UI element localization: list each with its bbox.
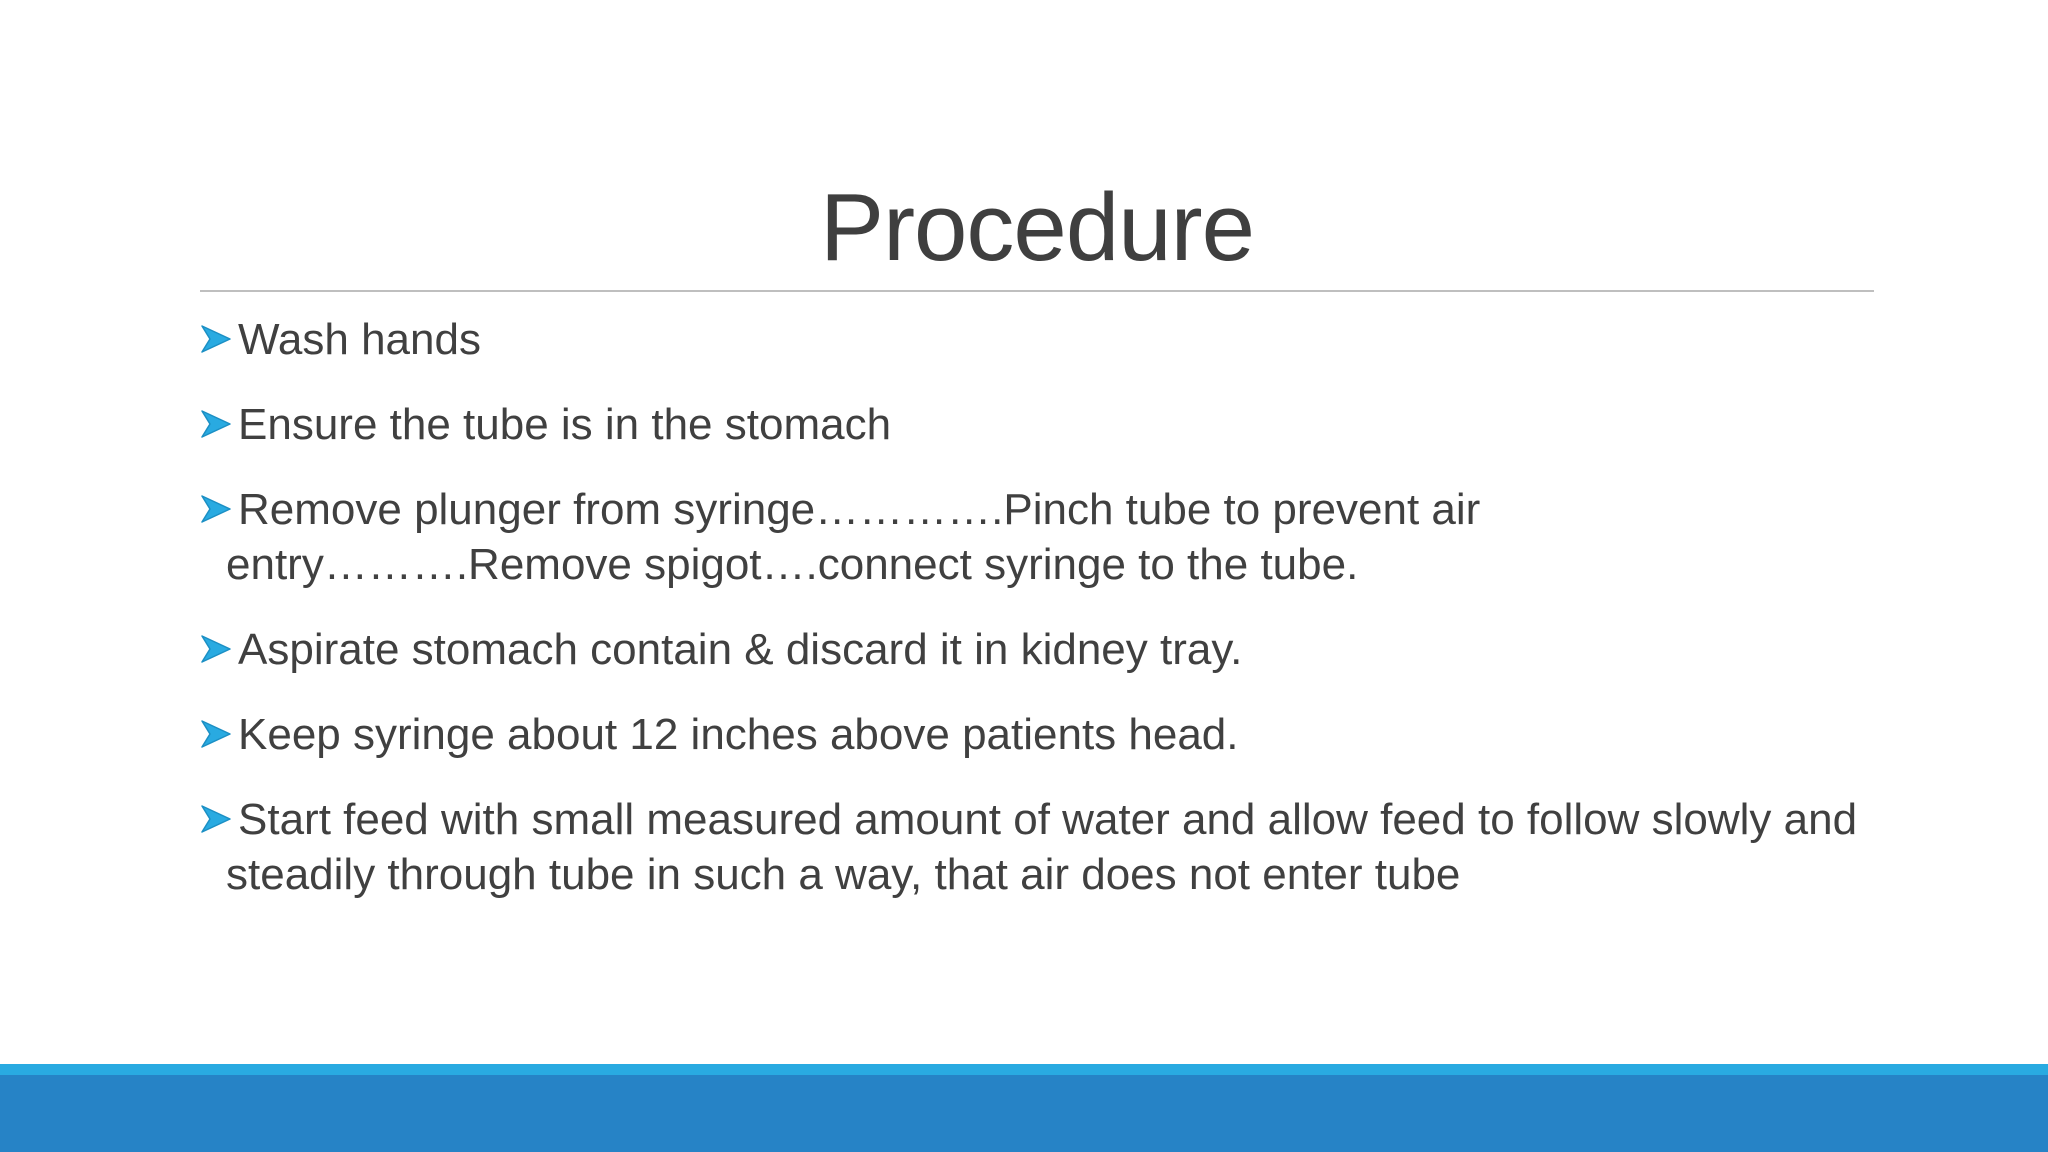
list-item [188,397,1888,452]
list-item [188,622,1888,677]
arrow-bullet-icon [200,324,238,354]
arrow-bullet-icon [200,494,238,524]
bullet-text: Keep syringe about 12 inches above patients head. [238,710,1239,759]
bullet-text: Remove plunger from syringe………….Pinch tube to prevent air entry……….Remove spigot….connect syringe to the tube. [226,485,1481,589]
bullet-text: Wash hands [238,315,481,364]
bullet-text: Ensure the tube is in the stomach [238,400,892,449]
bullet-list [188,312,1888,932]
bullet-text: Start feed with small measured amount of water and allow feed to follow slowly and steadily through tube in such a way, that air does not enter tube [226,795,1858,899]
arrow-bullet-icon [200,409,238,439]
footer-accent-stripe [0,1064,2048,1075]
list-item [188,482,1888,592]
footer-bar [0,1075,2048,1152]
arrow-bullet-icon [200,804,238,834]
list-item [188,792,1888,902]
bullet-text: Aspirate stomach contain & discard it in kidney tray. [238,625,1243,674]
list-item [188,312,1888,367]
arrow-bullet-icon [200,719,238,749]
slide-title: Procedure [820,174,1254,281]
title-divider [200,290,1874,292]
arrow-bullet-icon [200,634,238,664]
list-item [188,707,1888,762]
